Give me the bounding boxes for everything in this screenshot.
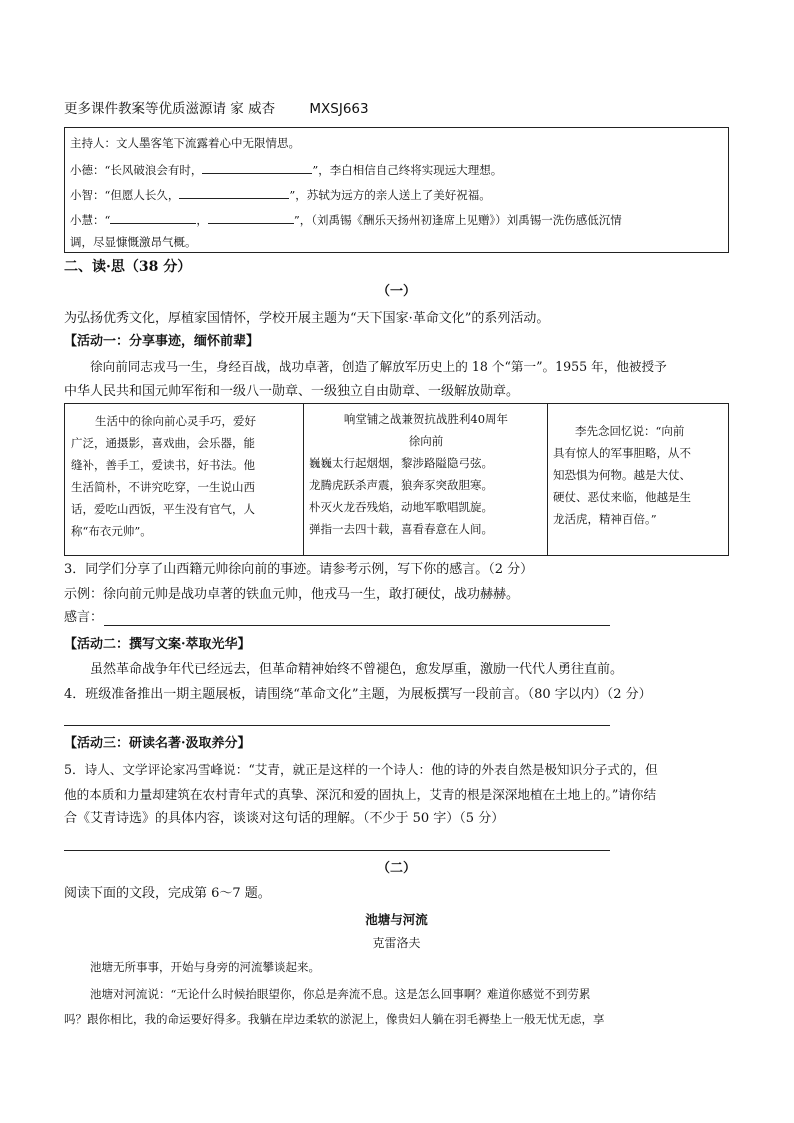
xiaozhi-text-b: ”，苏轼为远方的亲人送上了美好祝福。 [289, 188, 491, 202]
paragraph1-line2: 中华人民共和国元帅军衔和一级八一勋章、一级独立自由勋章、一级解放勋章。 [64, 384, 520, 399]
info-table [64, 403, 729, 556]
poem-line: 龙腾虎跃杀声震，狼奔豕突敌胆寒。 [309, 478, 493, 492]
poem-author: 徐向前 [408, 434, 444, 448]
activity3-heading: 【活动三：研读名著·汲取养分】 [64, 736, 251, 751]
col1-line: 缝补，善手工，爱读书，好书法。他 [71, 458, 255, 472]
col3-line: 龙活虎，精神百倍。” [553, 512, 657, 526]
xiaohui-text-a: 小慧：“ [70, 213, 111, 227]
xiaozhi-line [70, 185, 491, 203]
part2-label: （二） [376, 861, 416, 876]
xiaode-text-a: 小德：“长风破浪会有时， [70, 163, 203, 177]
xiaohui-line [70, 210, 622, 228]
poem-line: 弹指一去四十载，喜看春意在人间。 [309, 522, 493, 536]
col1-line: 生活简朴，不讲究吃穿，一生说山西 [71, 480, 255, 494]
table-col-poem [309, 408, 543, 540]
answer-line-5[interactable] [64, 850, 610, 851]
answer-label-3: 感言： [64, 610, 104, 625]
question-5-line1: 5．诗人、文学评论家冯雪峰说：“艾青，就正是这样的一个诗人：他的诗的外表自然是极知识分子式的，但 [64, 762, 658, 777]
reading-intro: 阅读下面的文段，完成第 6～7 题。 [64, 886, 271, 901]
table-col-memory [553, 420, 725, 530]
story-paragraph-1: 池塘无所事事，开始与身旁的河流攀谈起来。 [90, 960, 320, 974]
question-5-line2: 他的本质和力量却建筑在农村青年式的真挚、深沉和爱的固执上，艾青的根是深深地植在土地上的。”请你结 [64, 787, 657, 802]
col3-line: 知恐惧为何物。越是大仗、 [553, 468, 691, 482]
xiaozhi-blank[interactable] [179, 185, 289, 199]
section-title: 二、读·思（38 分） [64, 259, 192, 275]
story-title: 池塘与河流 [365, 912, 428, 927]
table-divider-1 [303, 404, 304, 555]
host-line: 主持人：文人墨客笔下流露着心中无限情思。 [70, 136, 300, 150]
table-col-life [71, 410, 299, 542]
part1-label: （一） [376, 284, 416, 299]
story-author: 克雷洛夫 [372, 936, 421, 950]
col3-line: 硬仗、恶仗来临，他越是生 [553, 490, 691, 504]
col1-line: 生活中的徐向前心灵手巧，爱好 [95, 414, 256, 428]
question-3: 3．同学们分享了山西籍元帅徐向前的事迹。请参考示例，写下你的感言。（2 分） [64, 562, 534, 577]
col3-line: 具有惊人的军事胆略，从不 [553, 446, 691, 460]
activity2-heading: 【活动二：撰写文案·萃取光华】 [64, 637, 251, 652]
story-paragraph-2-line1: 池塘对河流说：“无论什么时候抬眼望你，你总是奔流不息。这是怎么回事啊？难道你感觉不到劳累 [90, 987, 591, 1001]
paragraph1-line1: 徐向前同志戎马一生，身经百战，战功卓著，创造了解放军历史上的 18 个“第一”。1955 年，他被授予 [90, 359, 667, 374]
story-paragraph-2-line2: 吗？跟你相比，我的命运要好得多。我躺在岸边柔软的淤泥上，像贵妇人躺在羽毛褥垫上一般无忧无虑，享 [64, 1012, 605, 1026]
col1-line: 广泛，通摄影，喜戏曲，会乐器，能 [71, 436, 255, 450]
xiaode-line [70, 160, 502, 178]
promo-header [64, 101, 369, 118]
poem-line: 朴灭火龙吞残焰，动地军歌唱凯旋。 [309, 500, 493, 514]
col1-line: 话，爱吃山西饭，平生没有官气，人 [71, 502, 255, 516]
xiaozhi-text-a: 小智：“但愿人长久， [70, 188, 180, 202]
col1-line: 称“布衣元帅”。 [71, 524, 152, 538]
table-divider-2 [547, 404, 548, 555]
xiaohui-line-cont: 调，尽显慷慨激昂气概。 [70, 235, 197, 249]
poem-line: 巍巍太行起烟烟，黎涉路隘隐弓弦。 [309, 456, 493, 470]
activity1-heading: 【活动一：分享事迹，缅怀前辈】 [64, 334, 260, 349]
answer-line-3[interactable] [104, 625, 610, 626]
question-4: 4．班级准备推出一期主题展板，请围绕“革命文化”主题，为展板撰写一段前言。（80 字以内）（2 分） [64, 687, 652, 702]
xiaode-blank[interactable] [202, 160, 312, 174]
intro-text: 为弘扬优秀文化，厚植家国情怀，学校开展主题为“天下国家·革命文化”的系列活动。 [64, 311, 550, 326]
col3-line: 李先念回忆说：“向前 [575, 424, 685, 438]
xiaohui-text-b: ”，（刘禹锡《酬乐天扬州初逢席上见赠》）刘禹锡一洗伤感低沉情 [293, 213, 622, 227]
promo-code: MXSJ663 [309, 101, 369, 117]
xiaohui-blank-1[interactable] [110, 210, 196, 224]
question-5-line3: 合《艾青诗选》的具体内容，谈谈对这句话的理解。（不少于 50 字）（5 分） [64, 811, 505, 826]
poem-title: 响堂铺之战兼贺抗战胜利40周年 [343, 412, 509, 426]
paragraph2: 虽然革命战争年代已经远去，但革命精神始终不曾褪色，愈发厚重，激励一代代人勇往直前。 [90, 662, 624, 677]
promo-text: 更多课件教案等优质滋源请 家 威杏 [64, 101, 276, 117]
answer-line-4[interactable] [64, 725, 610, 726]
question-3-example: 示例：徐向前元帅是战功卓著的铁血元帅，他戎马一生，敢打硬仗，战功赫赫。 [64, 587, 520, 602]
xiaode-text-b: ”，李白相信自己终将实现远大理想。 [312, 163, 503, 177]
xiaohui-blank-2[interactable] [208, 210, 294, 224]
xiaohui-sep: ， [196, 213, 208, 227]
